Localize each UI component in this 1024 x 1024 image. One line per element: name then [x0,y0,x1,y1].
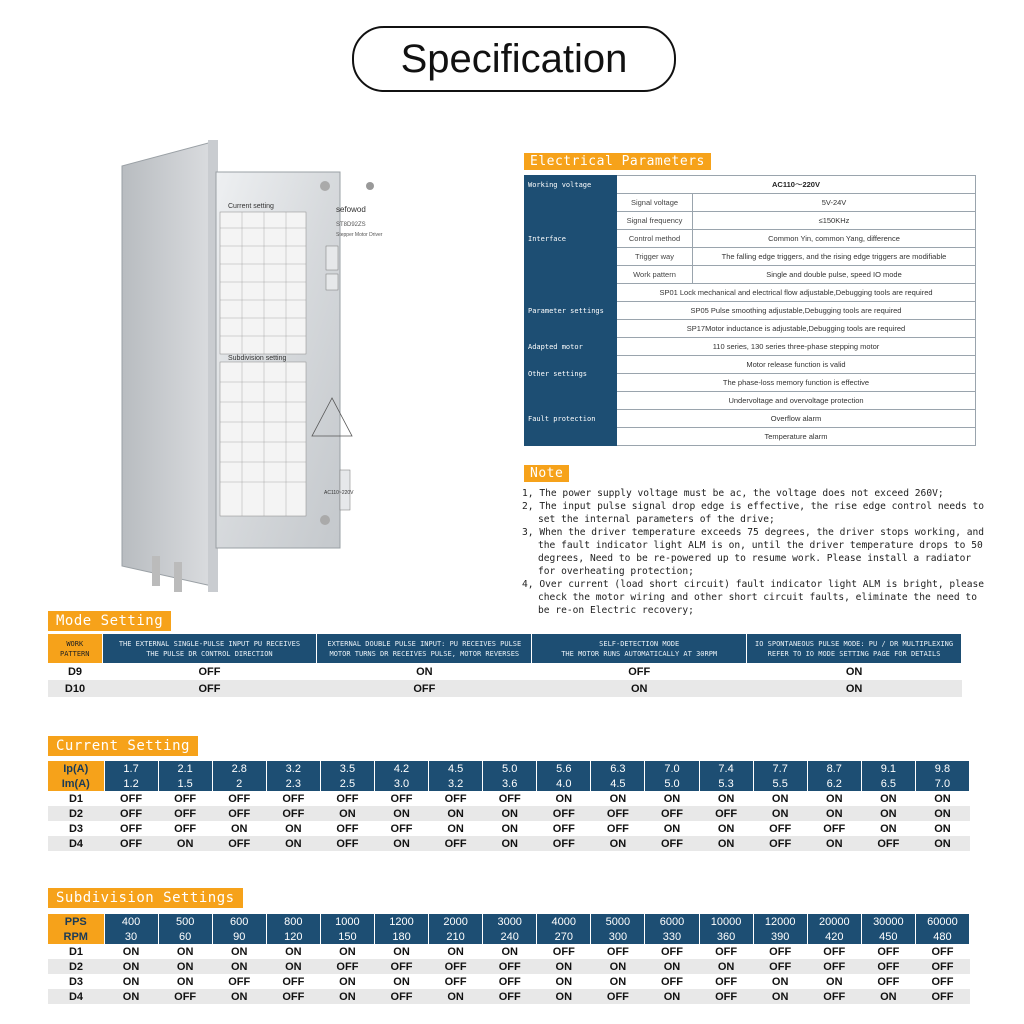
cell: 1.5 [158,776,212,791]
cell: OFF [282,975,305,988]
cell: ON [537,989,591,1004]
cell: OFF [374,959,428,974]
cell: OFF [823,945,846,958]
note-item: 2, The input pulse signal drop edge is effective, the rise edge control needs to set the internal parameters of the drive; [522,501,985,525]
cell: OFF [645,806,699,821]
ep-row-header: Fault protection [525,392,617,446]
cell: OFF [266,806,320,821]
table-row [48,791,970,806]
cell: ON [826,975,843,988]
cell: ON [122,945,140,958]
mode-table [48,634,962,697]
cell: ON [447,822,464,835]
cell: OFF [931,945,954,958]
ep-value: The falling edge triggers, and the rising edge triggers are modifiable [693,248,976,266]
cell: OFF [591,989,645,1004]
note-item: 1, The power supply voltage must be ac, the voltage does not exceed 260V; [522,488,944,499]
cell: OFF [320,836,374,851]
cell: OFF [174,822,197,835]
cell: 5.0 [645,776,699,791]
cell: 6.5 [861,776,915,791]
table-row [48,680,962,697]
device-power: AC110~220V [324,490,354,496]
table-row [48,929,970,944]
cell: ON [861,989,915,1004]
cell: ON [176,945,194,958]
cell: ON [266,959,320,974]
cell: 2.3 [266,776,320,791]
cell: OFF [104,836,158,851]
cell: 2.1 [158,761,212,776]
cell: ON [212,959,266,974]
cell: 1.2 [104,776,158,791]
page-title: Specification [352,26,676,92]
cell: OFF [336,792,359,805]
cell: 9.8 [915,761,969,776]
ep-row-header: Working voltage [525,176,617,194]
driver-device-image [112,136,383,596]
mode-section-label: Mode Setting [48,611,171,631]
cell: 7.0 [645,761,699,776]
ep-key: Work pattern [617,266,693,284]
cell: ON [285,822,302,835]
device-subdivision-label: Subdivision setting [228,355,287,362]
cell: ON [320,989,374,1004]
cell: OFF [390,822,413,835]
table-row [48,821,970,836]
cell: ON [807,836,861,851]
row-label: D3 [68,822,84,835]
cell: 4000 [537,914,591,929]
cell: 330 [645,929,699,944]
cell: 3.0 [374,776,428,791]
cell: 270 [537,929,591,944]
cell: OFF [552,822,575,835]
cell: OFF [861,959,915,974]
cell: OFF [769,945,792,958]
ep-value: SP17Motor inductance is adjustable,Debugging tools are required [617,320,976,338]
cell: OFF [212,836,266,851]
cell: OFF [336,822,359,835]
mode-header: EXTERNAL DOUBLE PULSE INPUT: PU RECEIVES PULSE MOTOR TURNS DR RECEIVES PULSE, MOTOR REVERSES [317,634,532,663]
cell: OFF [552,945,575,958]
ep-value: 110 series, 130 series three-phase stepping motor [617,338,976,356]
cell: 3.5 [320,761,374,776]
row-label: Im(A) [48,776,104,791]
device-current-label: Current setting [228,203,274,210]
cell: ON [880,822,897,835]
cell: 30 [104,929,158,944]
cell: OFF [753,959,807,974]
cell: 6.3 [591,761,645,776]
cell: OFF [628,665,651,678]
table-row [48,959,970,974]
cell: OFF [861,836,915,851]
row-label: D9 [67,665,83,678]
cell: ON [158,959,212,974]
ep-value: Overflow alarm [617,410,976,428]
cell: 6.2 [807,776,861,791]
cell: ON [645,959,699,974]
cell: OFF [483,989,537,1004]
cell: 240 [483,929,537,944]
cell: ON [447,945,464,958]
cell: 210 [429,929,483,944]
row-label: D2 [48,806,104,821]
cell: ON [212,989,266,1004]
ep-value: SP01 Lock mechanical and electrical flow adjustable,Debugging tools are required [617,284,976,302]
cell: 4.0 [537,776,591,791]
cell: ON [285,945,302,958]
cell: 2.8 [212,761,266,776]
cell: OFF [158,989,212,1004]
cell: ON [826,792,843,805]
cell: ON [429,989,483,1004]
device-desc: Stepper Motor Driver [336,232,383,238]
mode-header: THE EXTERNAL SINGLE-PULSE INPUT PU RECEIVES THE PULSE DR CONTROL DIRECTION [102,634,317,663]
cell: 3.2 [266,761,320,776]
cell: ON [609,975,627,988]
cell: 12000 [753,914,807,929]
cell: OFF [174,792,197,805]
cell: 4.5 [591,776,645,791]
cell: 150 [320,929,374,944]
cell: ON [861,806,915,821]
ep-value: Undervoltage and overvoltage protection [617,392,976,410]
cell: ON [483,806,537,821]
cell: OFF [483,959,537,974]
cell: 420 [807,929,861,944]
row-label: Ip(A) [48,761,104,776]
device-model: ST8D92ZS [336,222,366,228]
cell: 400 [104,914,158,929]
cell: OFF [645,836,699,851]
table-row [48,663,962,680]
cell: OFF [266,989,320,1004]
cell: OFF [120,792,143,805]
cell: OFF [120,822,143,835]
cell: 5000 [591,914,645,929]
cell: ON [699,959,753,974]
cell: ON [104,959,158,974]
table-row [48,776,970,791]
cell: OFF [877,945,900,958]
cell: ON [555,792,573,805]
cell: OFF [317,680,532,697]
ep-value: AC110～220V [617,176,976,194]
cell: 180 [374,929,428,944]
cell: 60000 [915,914,969,929]
cell: OFF [769,822,792,835]
cell: ON [645,989,699,1004]
note-list [522,487,992,617]
ep-key: Signal voltage [617,194,693,212]
cell: ON [934,792,951,805]
cell: ON [717,822,735,835]
cell: 6000 [645,914,699,929]
cell: ON [339,975,356,988]
cell: 3.6 [483,776,537,791]
cell: 800 [266,914,320,929]
electrical-section-label: Electrical Parameters [524,153,711,170]
cell: 480 [915,929,969,944]
cell: OFF [606,945,629,958]
cell: 5.0 [483,761,537,776]
cell: ON [532,680,747,697]
cell: 20000 [807,914,861,929]
cell: OFF [498,975,521,988]
row-label: D10 [48,680,102,697]
cell: 1.7 [104,761,158,776]
table-row [48,944,970,959]
cell: 5.3 [699,776,753,791]
note-item: 3, When the driver temperature exceeds 75 degrees, the driver stops working, and the fault indicator light ALM is on, until the driver temperature drops to 50 degrees, Need to be re-powered up to resume work. Please install a radiator for overheating protection; [522,527,985,577]
cell: ON [393,945,410,958]
cell: ON [807,806,861,821]
cell: 3.2 [429,776,483,791]
cell: OFF [320,959,374,974]
cell: 450 [861,929,915,944]
cell: OFF [877,975,900,988]
current-table [48,761,970,851]
cell: OFF [444,792,467,805]
ep-row-header: Interface [525,194,617,284]
note-section-label: Note [524,465,569,482]
ep-row-header: Adapted motor [525,338,617,356]
cell: ON [880,792,897,805]
cell: OFF [660,945,683,958]
cell: OFF [537,806,591,821]
cell: 5.6 [537,761,591,776]
cell: OFF [699,989,753,1004]
cell: ON [104,989,158,1004]
cell: 9.1 [861,761,915,776]
cell: OFF [807,959,861,974]
cell: ON [266,836,320,851]
cell: 7.4 [699,761,753,776]
cell: OFF [915,989,969,1004]
ep-value: Single and double pulse, speed IO mode [693,266,976,284]
cell: OFF [915,959,969,974]
subdivision-section-label: Subdivision Settings [48,888,243,908]
ep-value: Common Yin, common Yang, difference [693,230,976,248]
cell: 3000 [483,914,537,929]
cell: ON [501,822,518,835]
cell: ON [374,806,428,821]
cell: ON [663,822,681,835]
cell: ON [176,975,194,988]
cell: OFF [282,792,305,805]
cell: 30000 [861,914,915,929]
cell: 5.5 [753,776,807,791]
ep-value: Temperature alarm [617,428,976,446]
subdivision-table [48,914,970,1004]
cell: OFF [931,975,954,988]
cell: ON [374,836,428,851]
cell: 2000 [429,914,483,929]
cell: 2.5 [320,776,374,791]
note-item: 4, Over current (load short circuit) fault indicator light ALM is bright, please check the motor wiring and other short circuit faults, eliminate the need to be re-on Electric recovery; [522,579,985,616]
cell: OFF [158,806,212,821]
cell: OFF [660,975,683,988]
cell: ON [699,836,753,851]
cell: ON [339,945,356,958]
ep-row-header: Other settings [525,356,617,392]
ep-row-header: Parameter settings [525,284,617,338]
cell: ON [591,836,645,851]
cell: ON [158,836,212,851]
row-label: RPM [48,929,104,944]
cell: ON [501,945,518,958]
table-row [48,761,970,776]
cell: OFF [807,989,861,1004]
cell: 500 [158,914,212,929]
cell: 300 [591,929,645,944]
cell: 4.2 [374,761,428,776]
cell: ON [609,792,627,805]
cell: ON [771,975,789,988]
table-row [48,989,970,1004]
table-row [48,974,970,989]
device-brand: sefowod [336,205,366,214]
row-label: D4 [48,836,104,851]
cell: OFF [715,945,738,958]
cell: ON [122,975,140,988]
cell: 10000 [699,914,753,929]
cell: OFF [429,959,483,974]
cell: 4.5 [429,761,483,776]
mode-header: SELF-DETECTION MODE THE MOTOR RUNS AUTOMATICALLY AT 30RPM [532,634,747,663]
cell: OFF [753,836,807,851]
cell: ON [429,806,483,821]
ep-value: 5V-24V [693,194,976,212]
cell: 2 [212,776,266,791]
cell: OFF [102,680,317,697]
ep-value: ≤150KHz [693,212,976,230]
cell: ON [771,792,789,805]
cell: ON [747,680,962,697]
cell: OFF [429,836,483,851]
row-label: D3 [68,975,84,988]
cell: ON [845,665,863,678]
cell: ON [537,959,591,974]
cell: ON [934,822,951,835]
cell: 390 [753,929,807,944]
cell: ON [555,975,573,988]
cell: ON [393,975,410,988]
row-label: D2 [48,959,104,974]
cell: OFF [498,792,521,805]
cell: ON [753,806,807,821]
cell: 8.7 [807,761,861,776]
row-label: D1 [68,792,84,805]
cell: OFF [591,806,645,821]
cell: ON [230,822,248,835]
cell: OFF [699,806,753,821]
cell: 600 [212,914,266,929]
cell: 7.7 [753,761,807,776]
cell: ON [483,836,537,851]
mode-first-header: WORK PATTERN [48,634,102,663]
ep-value: SP05 Pulse smoothing adjustable,Debugging tools are required [617,302,976,320]
cell: ON [753,989,807,1004]
cell: 1000 [320,914,374,929]
cell: OFF [715,975,738,988]
cell: OFF [228,975,251,988]
cell: ON [416,665,433,678]
cell: 90 [212,929,266,944]
ep-value: Motor release function is valid [617,356,976,374]
row-label: D1 [68,945,84,958]
cell: OFF [374,989,428,1004]
cell: ON [663,792,681,805]
cell: 120 [266,929,320,944]
cell: ON [320,806,374,821]
cell: 60 [158,929,212,944]
cell: OFF [537,836,591,851]
current-section-label: Current Setting [48,736,198,756]
cell: OFF [444,975,467,988]
cell: OFF [606,822,629,835]
cell: 7.0 [915,776,969,791]
ep-key: Control method [617,230,693,248]
table-row [48,836,970,851]
electrical-table [524,175,976,446]
table-row [48,914,970,929]
cell: 1200 [374,914,428,929]
cell: OFF [390,792,413,805]
cell: 360 [699,929,753,944]
cell: OFF [228,792,251,805]
cell: ON [915,836,969,851]
ep-key: Trigger way [617,248,693,266]
cell: OFF [212,806,266,821]
ep-value: The phase-loss memory function is effective [617,374,976,392]
row-label: PPS [48,914,104,929]
cell: OFF [823,822,846,835]
cell: ON [230,945,248,958]
row-label: D4 [48,989,104,1004]
mode-header: IO SPONTANEOUS PULSE MODE: PU / DR MULTIPLEXING REFER TO IO MODE SETTING PAGE FOR DETAILS [747,634,962,663]
cell: ON [717,792,735,805]
ep-key: Signal frequency [617,212,693,230]
cell: ON [591,959,645,974]
cell: ON [915,806,969,821]
table-row [48,806,970,821]
cell: OFF [198,665,221,678]
cell: OFF [104,806,158,821]
